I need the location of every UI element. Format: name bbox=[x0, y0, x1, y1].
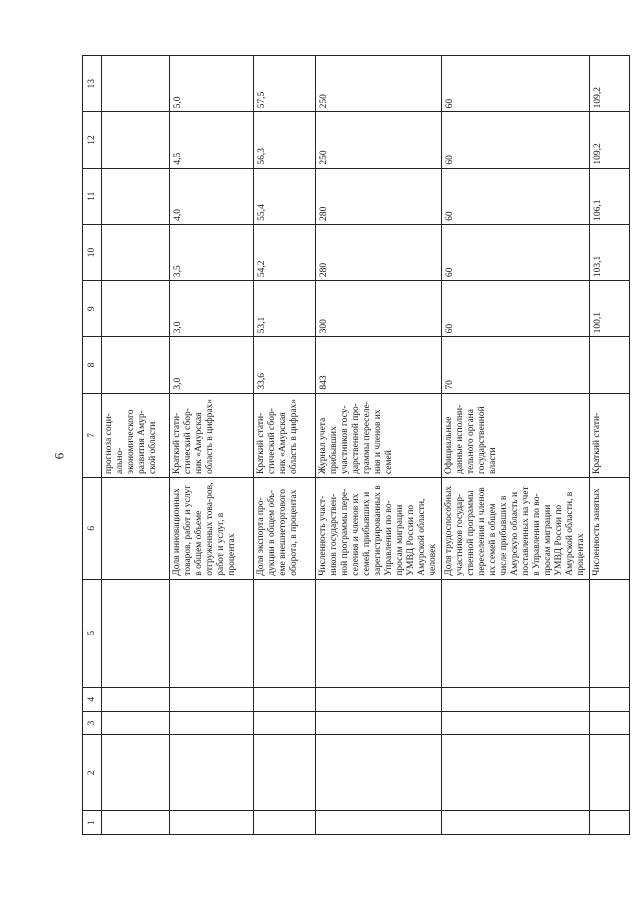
table-cell bbox=[590, 711, 630, 735]
source-cell: Официальные данные исполни-тельного органа государственной власти bbox=[442, 393, 590, 477]
value-cell: 55,4 bbox=[254, 168, 316, 224]
header-cell: 5 bbox=[83, 579, 102, 687]
value-cell: 54,2 bbox=[254, 224, 316, 280]
value-cell: 109,2 bbox=[590, 56, 630, 112]
indicator-cell: Доля экспорта про-дукции в общем объ-еме внешнеторгового оборота, в процентах bbox=[254, 478, 316, 580]
header-cell: 8 bbox=[83, 337, 102, 393]
source-cell: Журнал учета прибывших участников госу-дарственной про-граммы переселе-ния и членов их семей bbox=[316, 393, 442, 477]
table-row bbox=[254, 56, 316, 835]
header-cell: 2 bbox=[83, 735, 102, 811]
indicator-cell: Численность занятых bbox=[590, 478, 630, 580]
table-cell bbox=[590, 687, 630, 711]
table-cell bbox=[102, 735, 170, 811]
table-cell bbox=[102, 711, 170, 735]
value-cell bbox=[102, 281, 170, 337]
value-cell: 300 bbox=[316, 281, 442, 337]
value-cell: 3,0 bbox=[170, 337, 254, 393]
table-cell bbox=[590, 811, 630, 835]
value-cell: 4,0 bbox=[170, 168, 254, 224]
rotated-page bbox=[82, 55, 612, 835]
table-cell bbox=[442, 711, 590, 735]
table-cell bbox=[102, 811, 170, 835]
indicator-cell: Доля инновационных товаров, работ и услуг в общем объеме отгруженных това-ров, работ и услуг, в процентах bbox=[170, 478, 254, 580]
table-cell bbox=[316, 687, 442, 711]
indicator-cell: Доля трудоспособных участников государ-ственной программы переселения и членов их семей в общем числе прибывших в Амурскую область и поставленных на учет в Управлении по во-просам миграции УМВД России по Амурской области, в процентах bbox=[442, 478, 590, 580]
table-cell bbox=[316, 811, 442, 835]
table-cell bbox=[170, 711, 254, 735]
value-cell: 280 bbox=[316, 168, 442, 224]
table-cell bbox=[170, 811, 254, 835]
header-cell: 13 bbox=[83, 56, 102, 112]
value-cell: 60 bbox=[442, 168, 590, 224]
table-cell bbox=[316, 579, 442, 687]
value-cell bbox=[102, 224, 170, 280]
table-cell bbox=[590, 579, 630, 687]
value-cell: 250 bbox=[316, 112, 442, 168]
value-cell: 53,1 bbox=[254, 281, 316, 337]
header-cell: 12 bbox=[83, 112, 102, 168]
table-cell bbox=[102, 478, 170, 580]
page-number: 6 bbox=[51, 452, 67, 460]
table-cell bbox=[254, 811, 316, 835]
value-cell: 60 bbox=[442, 112, 590, 168]
table-cell bbox=[590, 735, 630, 811]
value-cell: 60 bbox=[442, 224, 590, 280]
header-cell: 11 bbox=[83, 168, 102, 224]
source-cell: Краткий стати- bbox=[590, 393, 630, 477]
indicator-table bbox=[82, 55, 630, 835]
table-row bbox=[170, 56, 254, 835]
table-cell bbox=[170, 735, 254, 811]
table-row bbox=[442, 56, 590, 835]
table-cell bbox=[254, 711, 316, 735]
table-cell bbox=[254, 735, 316, 811]
header-cell: 4 bbox=[83, 687, 102, 711]
table-cell bbox=[316, 711, 442, 735]
value-cell: 4,5 bbox=[170, 112, 254, 168]
value-cell: 56,3 bbox=[254, 112, 316, 168]
table-cell bbox=[102, 687, 170, 711]
header-row bbox=[83, 56, 102, 835]
table-row bbox=[590, 56, 630, 835]
source-cell: Краткий стати-стический сбор-ник «Амурская область в цифрах» bbox=[170, 393, 254, 477]
value-cell: 106,1 bbox=[590, 168, 630, 224]
value-cell: 3,5 bbox=[170, 224, 254, 280]
table-cell bbox=[254, 687, 316, 711]
header-cell: 3 bbox=[83, 711, 102, 735]
value-cell bbox=[102, 56, 170, 112]
value-cell: 70 bbox=[442, 337, 590, 393]
table-row bbox=[102, 56, 170, 835]
value-cell: 33,6 bbox=[254, 337, 316, 393]
table-cell bbox=[102, 579, 170, 687]
value-cell: 843 bbox=[316, 337, 442, 393]
source-cell: Краткий стати-стический сбор-ник «Амурская область в цифрах» bbox=[254, 393, 316, 477]
table-cell bbox=[442, 687, 590, 711]
value-cell bbox=[102, 337, 170, 393]
value-cell: 100,1 bbox=[590, 281, 630, 337]
header-cell: 9 bbox=[83, 281, 102, 337]
value-cell bbox=[102, 112, 170, 168]
table-cell bbox=[316, 735, 442, 811]
table-cell bbox=[442, 579, 590, 687]
value-cell: 3,0 bbox=[170, 281, 254, 337]
value-cell: 103,1 bbox=[590, 224, 630, 280]
value-cell: 280 bbox=[316, 224, 442, 280]
header-cell: 10 bbox=[83, 224, 102, 280]
header-cell: 1 bbox=[83, 811, 102, 835]
value-cell: 250 bbox=[316, 56, 442, 112]
value-cell bbox=[590, 337, 630, 393]
header-cell: 6 bbox=[83, 478, 102, 580]
header-cell: 7 bbox=[83, 393, 102, 477]
indicator-cell: Численность участ-ников государствен-ной программы пере-селения и членов их семей, прибывших и зарегистрированных в Управлении по во-просам миграции УМВД России по Амурской области, человек bbox=[316, 478, 442, 580]
value-cell: 109,2 bbox=[590, 112, 630, 168]
table-cell bbox=[442, 811, 590, 835]
table-cell bbox=[442, 735, 590, 811]
value-cell: 5,0 bbox=[170, 56, 254, 112]
value-cell: 60 bbox=[442, 281, 590, 337]
table-row bbox=[316, 56, 442, 835]
source-cell: прогноза соци-ально-экономического развития Амур-ской области bbox=[102, 393, 170, 477]
table-cell bbox=[170, 579, 254, 687]
table-cell bbox=[170, 687, 254, 711]
value-cell: 60 bbox=[442, 56, 590, 112]
table-cell bbox=[254, 579, 316, 687]
value-cell bbox=[102, 168, 170, 224]
value-cell: 57,5 bbox=[254, 56, 316, 112]
